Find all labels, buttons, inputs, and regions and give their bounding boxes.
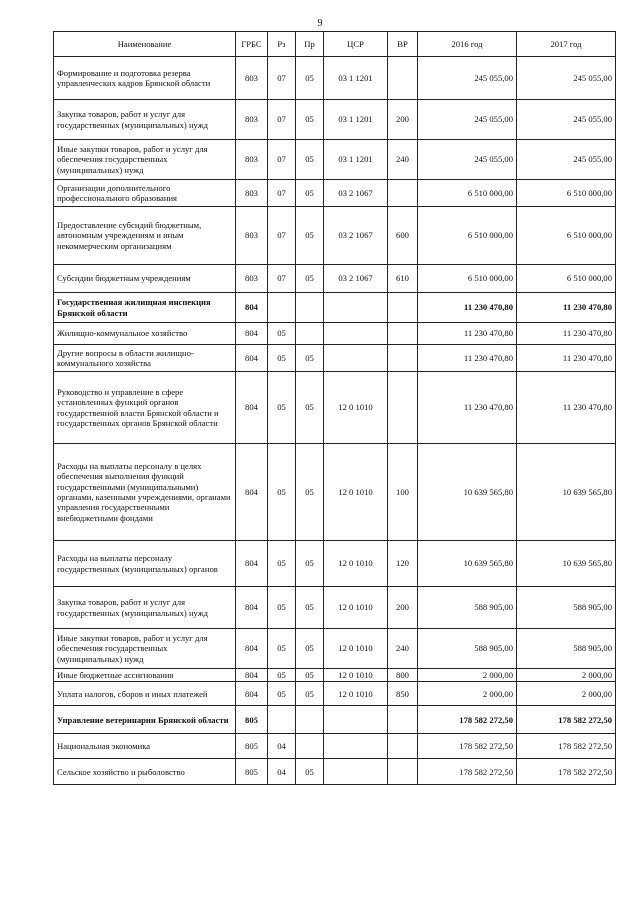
table-row: [54, 140, 616, 180]
row-name: Иные бюджетные ассигнования: [54, 669, 236, 682]
page-number: 9: [317, 18, 323, 29]
row-amount-2017: 11 230 470,80: [517, 345, 616, 372]
column-header-grbs: ГРБС: [236, 32, 268, 57]
table-row: [54, 444, 616, 541]
row-amount-2017: 6 510 000,00: [517, 265, 616, 293]
row-amount-2016: 245 055,00: [418, 57, 517, 100]
row-amount-2016: 10 639 565,80: [418, 541, 517, 587]
row-csr: 12 0 1010: [324, 587, 388, 629]
row-name: Другие вопросы в области жилищно-коммунального хозяйства: [54, 345, 236, 372]
row-amount-2016: 11 230 470,80: [418, 323, 517, 345]
row-name: Предоставление субсидий бюджетным, автономным учреждениям и иным некоммерческим организациям: [54, 207, 236, 265]
row-vr: [388, 323, 418, 345]
row-csr: [324, 734, 388, 759]
row-amount-2017: 245 055,00: [517, 140, 616, 180]
row-pr: 05: [296, 372, 324, 444]
table-row: [54, 265, 616, 293]
row-amount-2016: 2 000,00: [418, 682, 517, 706]
row-csr: 03 1 1201: [324, 140, 388, 180]
row-grbs: 804: [236, 444, 268, 541]
row-csr: 12 0 1010: [324, 541, 388, 587]
row-amount-2016: 2 000,00: [418, 669, 517, 682]
row-name: Уплата налогов, сборов и иных платежей: [54, 682, 236, 706]
row-csr: [324, 706, 388, 734]
row-csr: [324, 759, 388, 785]
table-row: [54, 759, 616, 785]
row-vr: 610: [388, 265, 418, 293]
row-grbs: 805: [236, 706, 268, 734]
row-vr: 200: [388, 587, 418, 629]
row-amount-2017: 178 582 272,50: [517, 706, 616, 734]
row-amount-2017: 588 905,00: [517, 587, 616, 629]
row-rz: 05: [268, 444, 296, 541]
row-grbs: 804: [236, 345, 268, 372]
column-header-csr: ЦСР: [324, 32, 388, 57]
row-rz: 05: [268, 669, 296, 682]
row-amount-2017: 11 230 470,80: [517, 323, 616, 345]
row-amount-2016: 11 230 470,80: [418, 345, 517, 372]
row-vr: 240: [388, 629, 418, 669]
row-grbs: 803: [236, 265, 268, 293]
row-name: Руководство и управление в сфере установленных функций органов государственной власти Брянской области и государственных органов Брянской области: [54, 372, 236, 444]
row-name: Организации дополнительного профессионального образования: [54, 180, 236, 207]
row-rz: 07: [268, 180, 296, 207]
row-csr: 12 0 1010: [324, 669, 388, 682]
row-amount-2016: 11 230 470,80: [418, 293, 517, 323]
table-row: [54, 207, 616, 265]
column-header-2017: 2017 год: [517, 32, 616, 57]
row-amount-2016: 245 055,00: [418, 100, 517, 140]
row-vr: 800: [388, 669, 418, 682]
row-name: Национальная экономика: [54, 734, 236, 759]
row-csr: 03 2 1067: [324, 180, 388, 207]
row-pr: 05: [296, 180, 324, 207]
row-grbs: 805: [236, 759, 268, 785]
row-vr: [388, 345, 418, 372]
row-rz: 04: [268, 734, 296, 759]
row-amount-2017: 245 055,00: [517, 100, 616, 140]
row-vr: 600: [388, 207, 418, 265]
row-grbs: 803: [236, 100, 268, 140]
row-amount-2016: 245 055,00: [418, 140, 517, 180]
row-csr: 03 2 1067: [324, 265, 388, 293]
column-header-rz: Рз: [268, 32, 296, 57]
row-vr: 120: [388, 541, 418, 587]
row-vr: [388, 293, 418, 323]
row-name: Формирование и подготовка резерва управленческих кадров Брянской области: [54, 57, 236, 100]
row-rz: 07: [268, 265, 296, 293]
row-grbs: 804: [236, 587, 268, 629]
row-name: Сельское хозяйство и рыболовство: [54, 759, 236, 785]
row-amount-2017: 245 055,00: [517, 57, 616, 100]
row-pr: 05: [296, 669, 324, 682]
row-grbs: 804: [236, 323, 268, 345]
row-pr: 05: [296, 444, 324, 541]
column-header-2016: 2016 год: [418, 32, 517, 57]
row-pr: 05: [296, 587, 324, 629]
row-csr: 03 1 1201: [324, 57, 388, 100]
row-rz: 07: [268, 207, 296, 265]
row-rz: 05: [268, 345, 296, 372]
table-row: [54, 706, 616, 734]
row-name: Закупка товаров, работ и услуг для государственных (муниципальных) нужд: [54, 587, 236, 629]
row-grbs: 805: [236, 734, 268, 759]
row-amount-2017: 10 639 565,80: [517, 444, 616, 541]
row-pr: 05: [296, 345, 324, 372]
row-amount-2016: 178 582 272,50: [418, 706, 517, 734]
row-pr: 05: [296, 140, 324, 180]
row-rz: 07: [268, 100, 296, 140]
row-name: Расходы на выплаты персоналу в целях обеспечения выполнения функций государственными (муниципальными) органами, казенными учреждениями, органами управления государственными внебюджетными фондами: [54, 444, 236, 541]
table-row: [54, 669, 616, 682]
row-grbs: 804: [236, 372, 268, 444]
row-rz: 05: [268, 372, 296, 444]
row-rz: 07: [268, 140, 296, 180]
column-header-vr: ВР: [388, 32, 418, 57]
row-pr: 05: [296, 759, 324, 785]
row-amount-2016: 178 582 272,50: [418, 734, 517, 759]
row-amount-2017: 6 510 000,00: [517, 207, 616, 265]
row-rz: 05: [268, 587, 296, 629]
row-csr: [324, 323, 388, 345]
row-rz: 05: [268, 541, 296, 587]
table-row: [54, 734, 616, 759]
table-row: [54, 323, 616, 345]
row-vr: 850: [388, 682, 418, 706]
row-amount-2017: 588 905,00: [517, 629, 616, 669]
row-amount-2017: 2 000,00: [517, 669, 616, 682]
table-row: [54, 180, 616, 207]
row-amount-2016: 6 510 000,00: [418, 265, 517, 293]
row-amount-2017: 11 230 470,80: [517, 372, 616, 444]
row-csr: 12 0 1010: [324, 629, 388, 669]
row-csr: 12 0 1010: [324, 444, 388, 541]
row-rz: 07: [268, 57, 296, 100]
row-vr: [388, 180, 418, 207]
column-header-name: Наименование: [54, 32, 236, 57]
row-name: Управление ветеринарии Брянской области: [54, 706, 236, 734]
row-rz: 05: [268, 629, 296, 669]
row-csr: 12 0 1010: [324, 682, 388, 706]
row-pr: 05: [296, 629, 324, 669]
row-pr: [296, 293, 324, 323]
table-row: [54, 293, 616, 323]
row-pr: 05: [296, 682, 324, 706]
row-amount-2017: 178 582 272,50: [517, 759, 616, 785]
row-pr: 05: [296, 541, 324, 587]
row-amount-2017: 2 000,00: [517, 682, 616, 706]
row-grbs: 804: [236, 541, 268, 587]
row-name: Иные закупки товаров, работ и услуг для обеспечения государственных (муниципальных) нужд: [54, 140, 236, 180]
row-grbs: 804: [236, 669, 268, 682]
row-amount-2016: 10 639 565,80: [418, 444, 517, 541]
row-vr: 200: [388, 100, 418, 140]
table-row: [54, 682, 616, 706]
row-rz: 05: [268, 682, 296, 706]
row-csr: 03 1 1201: [324, 100, 388, 140]
table-row: [54, 541, 616, 587]
row-grbs: 803: [236, 180, 268, 207]
table-row: [54, 629, 616, 669]
row-rz: 05: [268, 323, 296, 345]
row-vr: [388, 759, 418, 785]
row-pr: 05: [296, 100, 324, 140]
row-grbs: 804: [236, 682, 268, 706]
row-name: Расходы на выплаты персоналу государственных (муниципальных) органов: [54, 541, 236, 587]
table-row: [54, 100, 616, 140]
row-name: Государственная жилищная инспекция Брянской области: [54, 293, 236, 323]
row-grbs: 803: [236, 140, 268, 180]
row-pr: [296, 706, 324, 734]
row-rz: [268, 293, 296, 323]
row-amount-2016: 588 905,00: [418, 587, 517, 629]
row-name: Закупка товаров, работ и услуг для государственных (муниципальных) нужд: [54, 100, 236, 140]
row-pr: 05: [296, 57, 324, 100]
row-amount-2017: 178 582 272,50: [517, 734, 616, 759]
row-vr: [388, 372, 418, 444]
row-grbs: 803: [236, 57, 268, 100]
row-vr: 100: [388, 444, 418, 541]
table-row: [54, 345, 616, 372]
row-pr: [296, 323, 324, 345]
row-csr: 12 0 1010: [324, 372, 388, 444]
row-amount-2016: 6 510 000,00: [418, 207, 517, 265]
row-vr: [388, 57, 418, 100]
table-row: [54, 57, 616, 100]
row-name: Жилищно-коммунальное хозяйство: [54, 323, 236, 345]
row-amount-2017: 6 510 000,00: [517, 180, 616, 207]
row-name: Иные закупки товаров, работ и услуг для обеспечения государственных (муниципальных) нужд: [54, 629, 236, 669]
row-amount-2016: 178 582 272,50: [418, 759, 517, 785]
row-amount-2016: 588 905,00: [418, 629, 517, 669]
row-amount-2016: 6 510 000,00: [418, 180, 517, 207]
budget-table: [53, 31, 616, 785]
row-name: Субсидии бюджетным учреждениям: [54, 265, 236, 293]
row-pr: [296, 734, 324, 759]
row-csr: [324, 345, 388, 372]
row-grbs: 804: [236, 629, 268, 669]
row-vr: [388, 706, 418, 734]
table-row: [54, 372, 616, 444]
row-pr: 05: [296, 207, 324, 265]
column-header-pr: Пр: [296, 32, 324, 57]
row-amount-2016: 11 230 470,80: [418, 372, 517, 444]
row-csr: 03 2 1067: [324, 207, 388, 265]
row-amount-2017: 11 230 470,80: [517, 293, 616, 323]
row-csr: [324, 293, 388, 323]
row-grbs: 803: [236, 207, 268, 265]
row-rz: 04: [268, 759, 296, 785]
table-row: [54, 587, 616, 629]
row-grbs: 804: [236, 293, 268, 323]
row-pr: 05: [296, 265, 324, 293]
row-amount-2017: 10 639 565,80: [517, 541, 616, 587]
table-body: [54, 57, 616, 785]
row-rz: [268, 706, 296, 734]
table-header-row: [54, 32, 616, 57]
row-vr: 240: [388, 140, 418, 180]
row-vr: [388, 734, 418, 759]
